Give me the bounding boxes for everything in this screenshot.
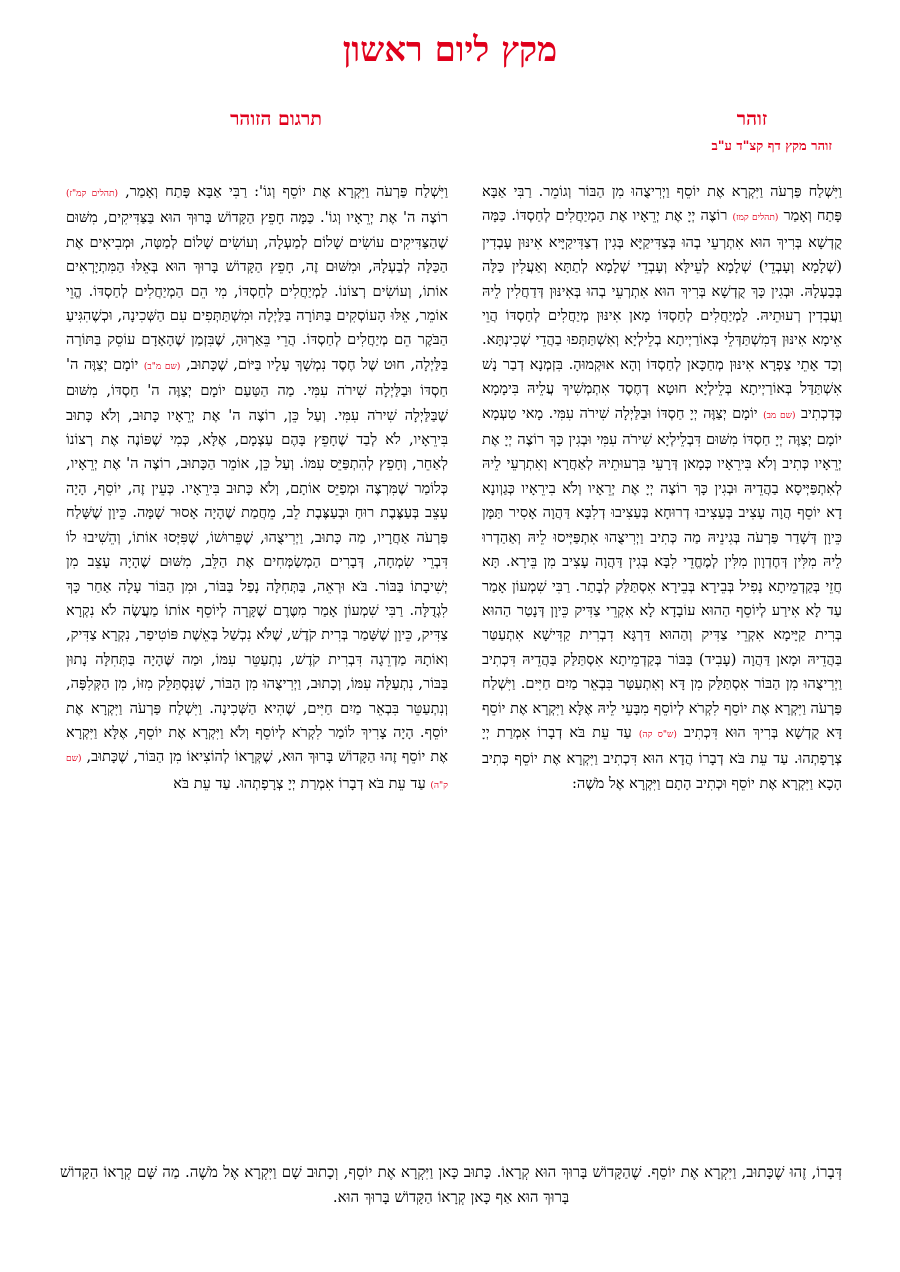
translation-text-part-1: וַיִּשְׁלַח פַּרְעֹה וַיִּקְרָא אֶת יוֹסֵף וְגוֹ': רַבִּי אַבָּא פָּתַח וְאָמַר, [125,183,448,200]
zohar-text-part-3: יוֹמָם יְצַוֶּה יְיָ חַסְדּוֹ וּבַלַּיְלָה שִׁירֹה עִמִּי. מָאי טַעְמָא יוֹמָם יְצַוֶּה יְיָ חַסְדּוֹ מִשּׁוּם דִּבְלֵילְיָא שִׁירֹה עִמִּי וּבְגִין כָּךְ רוֹצֶה יְיָ אֶת יְרֵאָיו כְּתִיב וְלֹא בִּירֵאָיו כְּמָאן דְּרָעֵי בִּרְעוּתֵיהּ לְאַחֲרָא וְאִתְרְעֵי לֵיהּ לְאִתְפַּיְּיסָא בַהֲדֵיהּ וּבְגִין כָּךְ רוֹצֶה יְיָ אֶת יְרֵאָיו וְלֹא בִירֵאָיו כְּגַוְונָא דָא יוֹסֵף הֲוָה עָצִיב בְּעַצִיבוּ דְרוּחָא בְּעַצִיבוּ דְלִבָּא דַּהֲוָה אָסִיר תַּמָּן כֵּיוָן דְּשָׁדַר פַּרְעֹה בְּגִינֵיהּ מַה כְּתִיב וַיְרִיצֻהוּ אִתְפַּיְּיסוּ לֵיהּ וְאַהַדְרוּ לֵיהּ מִלִּין דְּחֶדְוָון מִלִּין לְמֶחֱדֵי לִבָּא בְּגִין דַּהֲוָה עָצִיב מִן בֵּירָא. תָּא חֲזֵי בְּקַדְמֵיתָא נָפִיל בְּבֵירָא בְּבֵירָא אִסְתַּלַּק לְבָתַר. רַבִּי שִׁמְעוֹן אָמַר עַד לָא אִירַע לְיוֹסֵף הַהוּא עוֹבָדָא לָא אִקְרֵי צַדִּיק כֵּיוָן דְּנָטַר הַהוּא בְּרִית קַיָּימָא אִקְרֵי צַדִּיק וְהַהוּא דַּרְגָּא דִבְרִית קַדִּישָׁא אִתְעַטַּר בַּהֲדֵיהּ וּמָאן דַּהֲוָה (עָבִיד) בַּבּוֹר בְּקַדְמֵיתָא אִסְתַּלַּק בַּהֲדֵיהּ דִּכְתִיב וַיְרִיצֻהוּ מִן הַבּוֹר אִסְתַּלַּק מִן דָּא וְאִתְעַטַּר בִּבְאֵר מַיִם חַיִּים. וַיִּשְׁלַח פַּרְעֹה וַיִּקְרָא אֶת יוֹסֵף לִקְרֹא לְיוֹסֵף מִבָּעֵי לֵיהּ אֶלָּא וַיִּקְרָא אֶת יוֹסֵף דָּא קֻדְשָׁא בְּרִיךְ הוּא דִּכְתִיב [482,404,842,741]
translation-column-heading: תרגום הזוהר [230,108,322,130]
zohar-column-heading: זוהר [736,108,768,130]
verse-reference: (שם מב) [763,410,796,421]
translation-text-part-4: עַד עֵת בֹּא דְבָרוֹ אִמְרַת יְיָ צְרָפָתְהוּ. עַד עֵת בֹּא [173,774,426,792]
zohar-text-part-2: רוֹצֶה יְיָ אֶת יְרֵאָיו אֶת הַמְיַחֲלִים לְחַסְדּוֹ. כַּמָּה קֻדְשָׁא בְּרִיךְ הוּא אִתְרְעֵי בְהוּ בְּצַדִּיקַיָּא בְּגִין דְצַדִּיקַיָּיא אִינּוּן עָבְדִין (שְׁלָמָא וְעָבְדֵי) שְׁלָמָא לְעֵילָּא וְעָבְדֵי שְׁלָמָא לְתַתָּא וְאַעֲלִין כַּלָּה בְּבַעְלָהּ. וּבְגִין כָּךְ קֻדְשָׁא בְּרִיךְ הוּא אִתְרְעֵי בְהוּ בְּאִינּוּן דְּדַחֲלִין לֵיהּ וַעֲבְדִין רְעוּתֵיהּ. לַמְיַחֲלִים לְחַסְדּוֹ מָאן אִינּוּן מְיַחֲלִים לְחַסְדּוֹ הֲוֵי אֵימָא אִינּוּן דְּמִשְׁתַּדְּלֵי בְּאוֹרַיְיתָא בְלֵילְיָא וְאִשְׁתַּתְּפוּ בַהֲדֵי שְׁכִינְתָּא. וְכַד אָתֵי צַפְרָא אִינּוּן מְחַכָּאן לְחַסְדּוֹ וְהָא אוּקְמוּהָ. בִּזְמְנָא דְבַר נָשׁ אִשְׁתַּדַּל בְּאוֹרַיְיתָא בְּלֵילְיָא חוּטָא דְחֶסֶד אִתְמְשִׁיךְ עֲלֵיהּ בִּימָמָא כְּדִכְתִיב [482,207,842,422]
translation-text-part-3: יוֹמָם יְצַוֶּה ה' חַסְדּוֹ וּבַלַּיְלָה שִׁירֹה עִמִּי. מַה הַטַּעַם יוֹמָם יְצַוֶּה ה' חַסְדּוֹ, מִשּׁוּם שֶׁבַּלַּיְלָה שִׁירֹה עִמִּי. וְעַל כֵּן, רוֹצֶה ה' אֶת יְרֵאָיו כָּתוּב, וְלֹא כָּתוּב בִּירֵאָיו, לֹא לְבַד שֶׁחָפֵץ בָּהֶם עַצְמָם, אֶלָּא, כְּמִי שֶׁפּוֹנֶה אֶת רְצוֹנוֹ לְאַחֵר, וְחָפֵץ לְהִתְפַּיֵּס עִמּוֹ. וְעַל כֵּן, אוֹמֵר הַכָּתוּב, רוֹצֶה ה' אֶת יְרֵאָיו, כְּלוֹמַר שֶׁמִּרְצֶה וּמְפַיֵּס אוֹתָם, וְלֹא כָּתוּב בִּירֵאָיו. כְּעֵין זֶה, יוֹסֵף, הָיָה עָצֵב בְּעַצֶּבֶת רוּחַ וּבְעַצֶּבֶת לֵב, מֵחֲמַת שֶׁהָיָה אָסוּר שָׁמָּה. כֵּיוָן שֶׁשָּׁלַח פַּרְעֹה אַחֲרָיו, מַה כָּתוּב, וַיְרִיצֻהוּ, שֶׁפֵּרוּשׁוֹ, שֶׁפִּיְּסוּ אוֹתוֹ, וְהֵשִׁיבוּ לוֹ דִּבְרֵי שִׂמְחָה, דְּבָרִים הַמְשַׂמְּחִים אֶת הַלֵּב, מִשּׁוּם שֶׁהָיָה עָצֵב מִן יְשִׁיבָתוֹ בַּבּוֹר. בֹּא וּרְאֵה, בַּתְּחִלָּה נָפַל בַּבּוֹר, וּמִן הַבּוֹר עָלָה אַחַר כָּךְ לִגְדֻלָּה. רַבִּי שִׁמְעוֹן אָמַר מִטֶּרֶם שֶׁקָּרָה לְיוֹסֵף אוֹתוֹ מַעֲשֶׂה לֹא נִקְרָא צַדִּיק, כֵּיוָן שֶׁשָּׁמַר בְּרִית קֹדֶשׁ, שֶׁלֹּא נִכְשַׁל בְּאֵשֶׁת פּוֹטִיפַר, נִקְרָא צַדִּיק, וְאוֹתָהּ מַדְרֵגָה דִּבְרִית קֹדֶשׁ, נִתְעַטֵּר עִמּוֹ, וּמַה שֶּׁהָיָה בַּתְּחִלָּה נָתוּן בַּבּוֹר, נִתְעַלָּה עִמּוֹ, וְכָתוּב, וַיְרִיצֻהוּ מִן הַבּוֹר, שֶׁנִּסְתַּלֵּק מִזּוֹ, מִן הַקְּלִפָּה, וְנִתְעַטֵּר בִּבְאֵר מַיִם חַיִּים, שֶׁהִיא הַשְּׁכִינָה. וַיִּשְׁלַח פַּרְעֹה וַיִּקְרָא אֶת יוֹסֵף. הָיָה צָרִיךְ לוֹמַר לִקְרֹא לְיוֹסֵף וְלֹא וַיִּקְרָא אֶת יוֹסֵף, אֶלָּא וַיִּקְרָא אֶת יוֹסֵף זֶהוּ הַקָּדוֹשׁ בָּרוּךְ הוּא, שֶׁקְּרָאוֹ לְהוֹצִיאוֹ מִן הַבּוֹר, שֶׁכָּתוּב, [66,355,448,766]
source-reference: זוהר מקץ דף קצ"ד ע"ב [711,139,832,154]
zohar-original-text [482,180,842,1055]
verse-reference: (תהלים קמז) [732,213,779,224]
verse-reference: (תהלים קמ"ז) [66,189,118,199]
verse-reference: (שם מ"ב) [143,361,181,372]
zohar-translation-text [66,180,448,1140]
verse-reference: (שם ק"ה) [66,754,448,791]
translation-text-part-2: רוֹצֶה ה' אֶת יְרֵאָיו וְגוֹ'. כַּמָּה חָפֵץ הַקָּדוֹשׁ בָּרוּךְ הוּא בַּצַּדִּיקִים, מִשּׁוּם שֶׁהַצַּדִּיקִים עוֹשִׂים שָׁלוֹם לְמַעְלָה, וְעוֹשִׂים שָׁלוֹם לְמַטָּה, וּמְבִיאִים אֶת הַכַּלָּה לְבַעְלָהּ, וּמִשּׁוּם זֶה, חָפֵץ הַקָּדוֹשׁ בָּרוּךְ הוּא בְּאֵלּוּ הַמִּתְיָרְאִים אוֹתוֹ, וְעוֹשִׂים רְצוֹנוֹ. לַמְיַחֲלִים לְחַסְדּוֹ, מִי הֵם הַמְיַחֲלִים לְחַסְדּוֹ. הֱוֵי אוֹמֵר, אֵלּוּ הָעוֹסְקִים בַּתּוֹרָה בַּלַּיְלָה וּמִשְׁתַּתְּפִים עִם הַשְּׁכִינָה, וּכְשֶׁהִגִּיעַ הַבֹּקֶר הֵם מְיַחֲלִים לְחַסְדּוֹ. הֲרֵי בֵּאַרְוּהָ, שֶׁבִּזְמַן שֶׁהָאָדָם עוֹסֵק בַּתּוֹרָה בַּלַּיְלָה, חוּט שֶׁל חֶסֶד נִמְשָׁךְ עָלָיו בַּיּוֹם, שֶׁכָּתוּב, [66,209,448,373]
page-title: מקץ ליום ראשון [342,30,558,70]
zohar-text-part-4: עַד עֵת בֹּא דְבָרוֹ אִמְרַת יְיָ צְרָפָתְהוּ. עַד עֵת בֹּא דְבָרוֹ הֲדָא הוּא דִּכְתִיב וַיִּקְרָא אֶת יוֹסֵף כְּתִיב הָכָא וַיִּקְרָא אֶת יוֹסֵף וּכְתִיב הָתָם וַיִּקְרָא אֶל מֹשֶׁה: [482,723,842,792]
translation-continuation: דְּבָרוֹ, זֶהוּ שֶׁכָּתוּב, וַיִּקְרָא אֶת יוֹסֵף. שֶׁהַקָּדוֹשׁ בָּרוּךְ הוּא קְרָאוֹ. כָּתוּב כָּאן וַיִּקְרָא אֶת יוֹסֵף, וְכָתוּב שָׁם וַיִּקְרָא אֶל מֹשֶׁה. מַה שָּׁם קְרָאוֹ הַקָּדוֹשׁ בָּרוּךְ הוּא אַף כָּאן קְרָאוֹ הַקָּדוֹשׁ בָּרוּךְ הוּא. [60,1163,842,1206]
zohar-text-part-1: וַיִּשְׁלַח פַּרְעֹה וַיִּקְרָא אֶת יוֹסֵף וַיְרִיצֻהוּ מִן הַבּוֹר וְגוֹמֵר. רַבִּי אַבָּא פָּתַח וְאָמַר [482,183,842,225]
verse-reference: (ש"ס קה) [638,729,677,740]
